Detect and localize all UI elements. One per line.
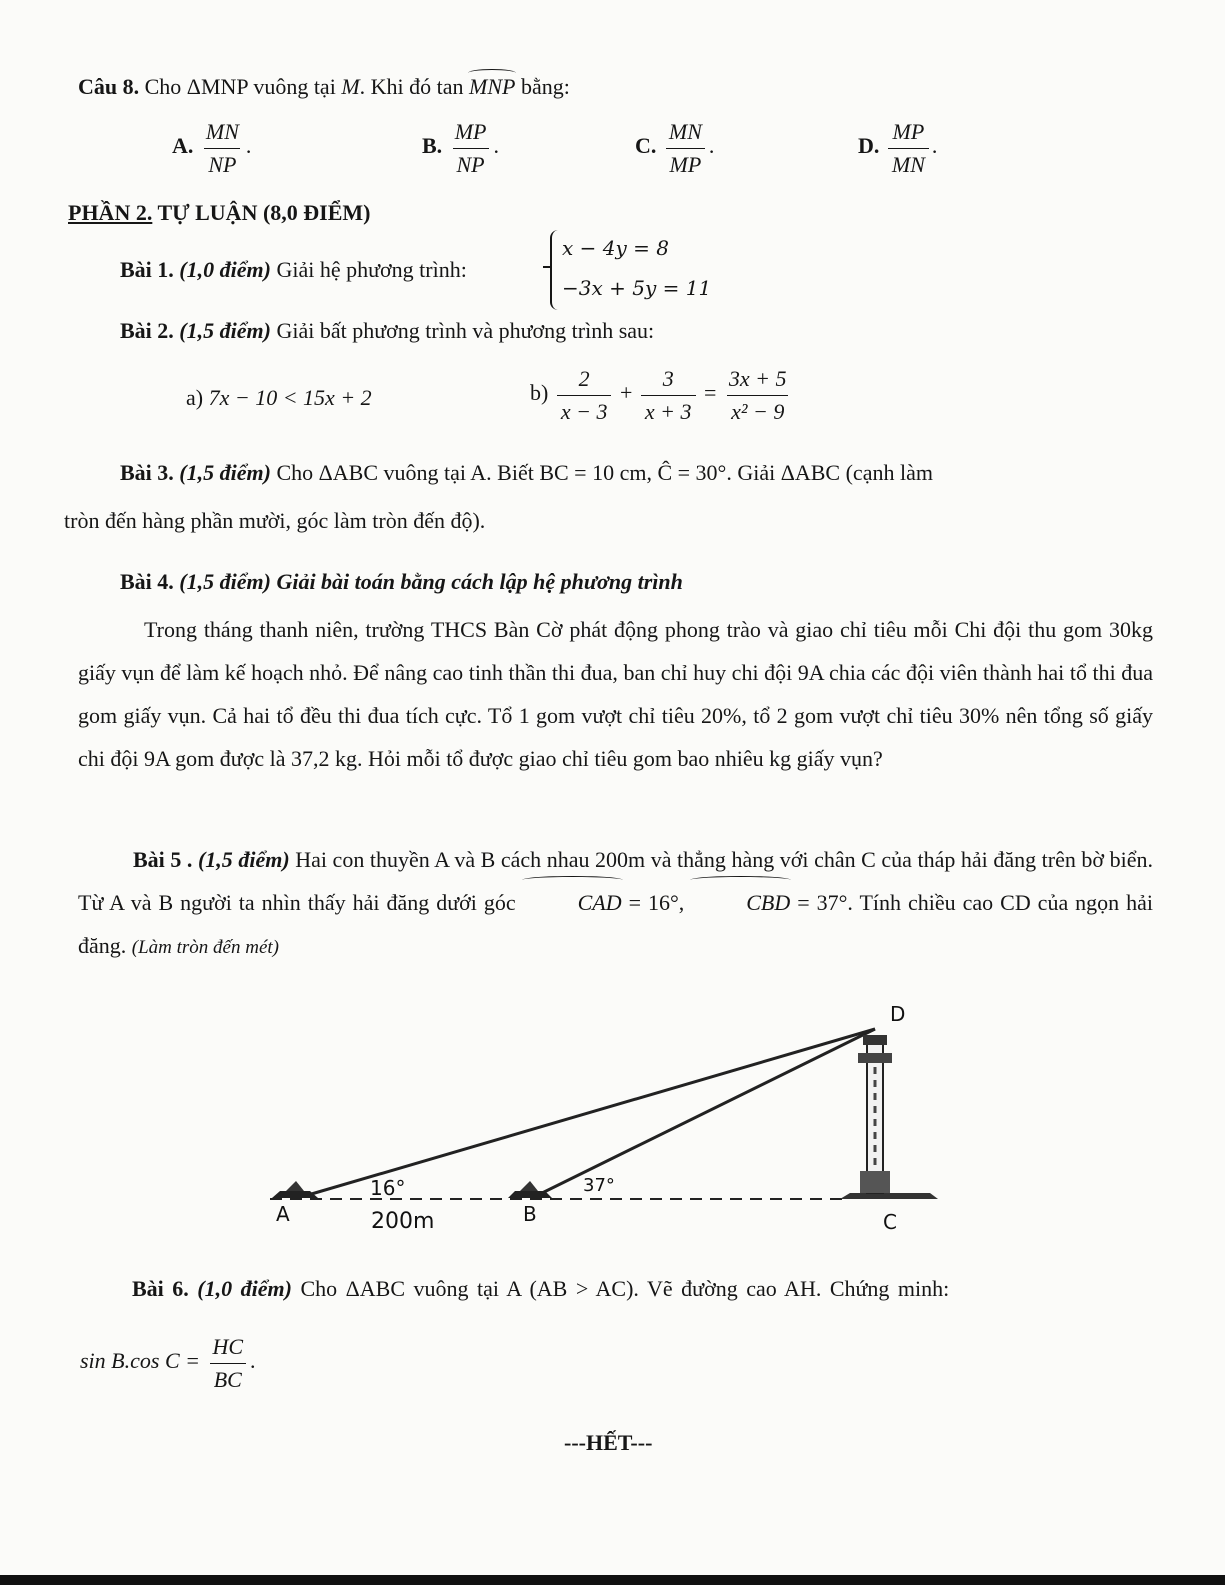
bai1-points: (1,0 điểm) bbox=[179, 257, 271, 282]
q8-stem bbox=[78, 74, 570, 100]
q8-option-a[interactable]: A. $\frac{MN}{NP}$ . bbox=[172, 119, 252, 177]
bai6-lhs: sin B.cos C = bbox=[80, 1348, 200, 1374]
option-b-letter: B. bbox=[422, 133, 443, 159]
bai5-value-cad: = 16°, bbox=[628, 890, 685, 915]
bai6-formula: sin B.cos C = $\frac{HC}{BC}$ . bbox=[80, 1334, 256, 1392]
bai6-text: Cho ΔABC vuông tại A (AB > AC). Vẽ đường cao AH. Chứng minh: bbox=[300, 1276, 950, 1301]
bai2-b-f3-den: x² − 9 bbox=[727, 395, 788, 426]
label-a: A bbox=[276, 1202, 290, 1226]
bai2-points: (1,5 điểm) bbox=[179, 318, 271, 343]
bai6-den: BC bbox=[210, 1363, 246, 1394]
bai3-label: Bài 3. bbox=[120, 460, 174, 485]
bai2-part-b bbox=[530, 365, 794, 425]
bai4-label: Bài 4. bbox=[120, 569, 174, 594]
end-marker: ---HẾT--- bbox=[564, 1430, 653, 1455]
label-distance: 200m bbox=[371, 1209, 435, 1234]
label-b: B bbox=[523, 1202, 537, 1226]
q8-label: Câu 8. bbox=[78, 74, 140, 99]
bai6-fraction bbox=[208, 1333, 247, 1393]
bai2-b-f3-num: 3x + 5 bbox=[728, 366, 787, 391]
bai6-num: HC bbox=[212, 1334, 244, 1359]
option-c-den: MP bbox=[666, 148, 706, 179]
option-c-fraction bbox=[665, 118, 706, 178]
q8-text-mid: . Khi đó tan bbox=[359, 74, 464, 99]
option-b-num: MP bbox=[454, 119, 487, 144]
bai2-b-f2-num: 3 bbox=[662, 366, 674, 391]
bai3-line-2: tròn đến hàng phần mười, góc làm tròn đến độ). bbox=[64, 508, 486, 533]
bai6-label: Bài 6. bbox=[132, 1276, 189, 1301]
bai5-note: (Làm tròn đến mét) bbox=[131, 937, 279, 958]
option-b-den: NP bbox=[453, 148, 489, 179]
bai3-points: (1,5 điểm) bbox=[179, 460, 271, 485]
bai3-text-1: Cho ΔABC vuông tại A. Biết BC = 10 cm, Ĉ = 30°. Giải ΔABC (cạnh làm bbox=[276, 460, 933, 485]
label-angle-a: 16° bbox=[370, 1176, 406, 1200]
boat-b-icon bbox=[508, 1181, 552, 1198]
bai2-b-fraction-1 bbox=[557, 365, 612, 425]
bai5-body bbox=[78, 838, 1153, 969]
option-b-fraction bbox=[451, 118, 491, 178]
lighthouse-icon bbox=[858, 1035, 892, 1193]
bai2-b-fraction-3 bbox=[725, 365, 791, 425]
bai5-label: Bài 5 . bbox=[133, 847, 193, 872]
q8-vertex: M bbox=[341, 74, 360, 99]
bai2-b-f1-num: 2 bbox=[578, 366, 590, 391]
bai2-b-label: b) bbox=[530, 380, 549, 406]
option-c-letter: C. bbox=[635, 133, 657, 159]
bai2-instruction: Giải bất phương trình và phương trình sau: bbox=[276, 318, 655, 343]
part2-label: PHẦN 2. bbox=[68, 200, 153, 225]
bai2-b-equals: = bbox=[704, 380, 717, 406]
q8-angle: MNP bbox=[469, 74, 516, 99]
bai5-points: (1,5 điểm) bbox=[197, 847, 290, 872]
part2-title: TỰ LUẬN (8,0 ĐIỂM) bbox=[157, 200, 371, 225]
option-a-letter: A. bbox=[172, 133, 194, 159]
option-d-fraction bbox=[888, 118, 929, 178]
shore-ground bbox=[840, 1193, 938, 1199]
bai6-line-1 bbox=[132, 1276, 949, 1302]
bai2-b-f2-den: x + 3 bbox=[641, 395, 696, 426]
bai1-text bbox=[120, 257, 467, 283]
bottom-border bbox=[0, 1575, 1225, 1585]
q8-option-c[interactable]: C. $\frac{MN}{MP}$ . bbox=[635, 119, 715, 177]
label-d: D bbox=[890, 1002, 906, 1026]
bai5-angle-cad: CAD bbox=[523, 881, 622, 924]
label-angle-b: 37° bbox=[583, 1175, 615, 1196]
option-d-den: MN bbox=[888, 148, 929, 179]
option-a-den: NP bbox=[204, 148, 240, 179]
option-d-letter: D. bbox=[858, 133, 880, 159]
boat-a-icon bbox=[272, 1181, 318, 1198]
bai1-equation-2: −3x + 5y = 11 bbox=[562, 276, 712, 300]
q8-option-d[interactable]: D. $\frac{MP}{MN}$ . bbox=[858, 119, 938, 177]
bai3-line-1 bbox=[120, 460, 933, 486]
bai1-equation-1: x − 4y = 8 bbox=[562, 236, 669, 260]
option-a-fraction bbox=[202, 118, 243, 178]
q8-text-post: bằng: bbox=[520, 74, 570, 99]
bai4-heading bbox=[120, 569, 683, 595]
bai2-a-label: a) bbox=[186, 385, 204, 410]
bai2-a-expression: 7x − 10 < 15x + 2 bbox=[208, 385, 372, 410]
bai2-part-a bbox=[186, 385, 372, 411]
bai5-angle-cbd: CBD bbox=[691, 881, 790, 924]
q8-option-b[interactable]: B. $\frac{MP}{NP}$ . bbox=[422, 119, 499, 177]
bai2-b-f1-den: x − 3 bbox=[557, 395, 612, 426]
bai5-value-cbd: = 37°. Tính chiều cao CD của ngọn hải đăng. bbox=[78, 890, 1154, 958]
bai2-b-fraction-2 bbox=[641, 365, 696, 425]
label-c: C bbox=[883, 1210, 897, 1234]
bai4-body: Trong tháng thanh niên, trường THCS Bàn Cờ phát động phong trào và giao chỉ tiêu mỗi Chi đội thu gom 30kg giấy vụn để làm kế hoạch nhỏ. Để nâng cao tinh thần thi đua, ban chỉ huy chi đội 9A chia các đội viên thành hai tổ thi đua gom giấy vụn. Cả hai tổ đều thi đua tích cực. Tổ 1 gom vượt chỉ tiêu 20%, tổ 2 gom vượt chỉ tiêu 30% nên tổng số giấy chi đội 9A gom được là 37,2 kg. Hỏi mỗi tổ được giao chỉ tiêu gom bao nhiêu kg giấy vụn? bbox=[78, 617, 1153, 771]
bai5-text: Hai con thuyền A và B cách nhau 200m và thẳng hàng với chân C của tháp hải đăng trên bờ biển. Từ A và B người ta nhìn thấy hải đăng dưới góc bbox=[78, 847, 1154, 915]
bai2-text bbox=[120, 318, 654, 344]
bai1-instruction: Giải hệ phương trình: bbox=[276, 257, 467, 282]
bai2-label: Bài 2. bbox=[120, 318, 174, 343]
option-a-num: MN bbox=[205, 119, 239, 144]
bai2-b-plus: + bbox=[619, 380, 633, 406]
bai4-title: (1,5 điểm) Giải bài toán bằng cách lập hệ phương trình bbox=[179, 569, 683, 594]
option-c-num: MN bbox=[668, 119, 702, 144]
lighthouse-figure bbox=[250, 995, 950, 1240]
bai6-points: (1,0 điểm) bbox=[197, 1276, 292, 1301]
part2-heading bbox=[68, 200, 371, 226]
q8-text-pre: Cho ΔMNP vuông tại bbox=[144, 74, 336, 99]
bai1-label: Bài 1. bbox=[120, 257, 174, 282]
option-d-num: MP bbox=[892, 119, 925, 144]
